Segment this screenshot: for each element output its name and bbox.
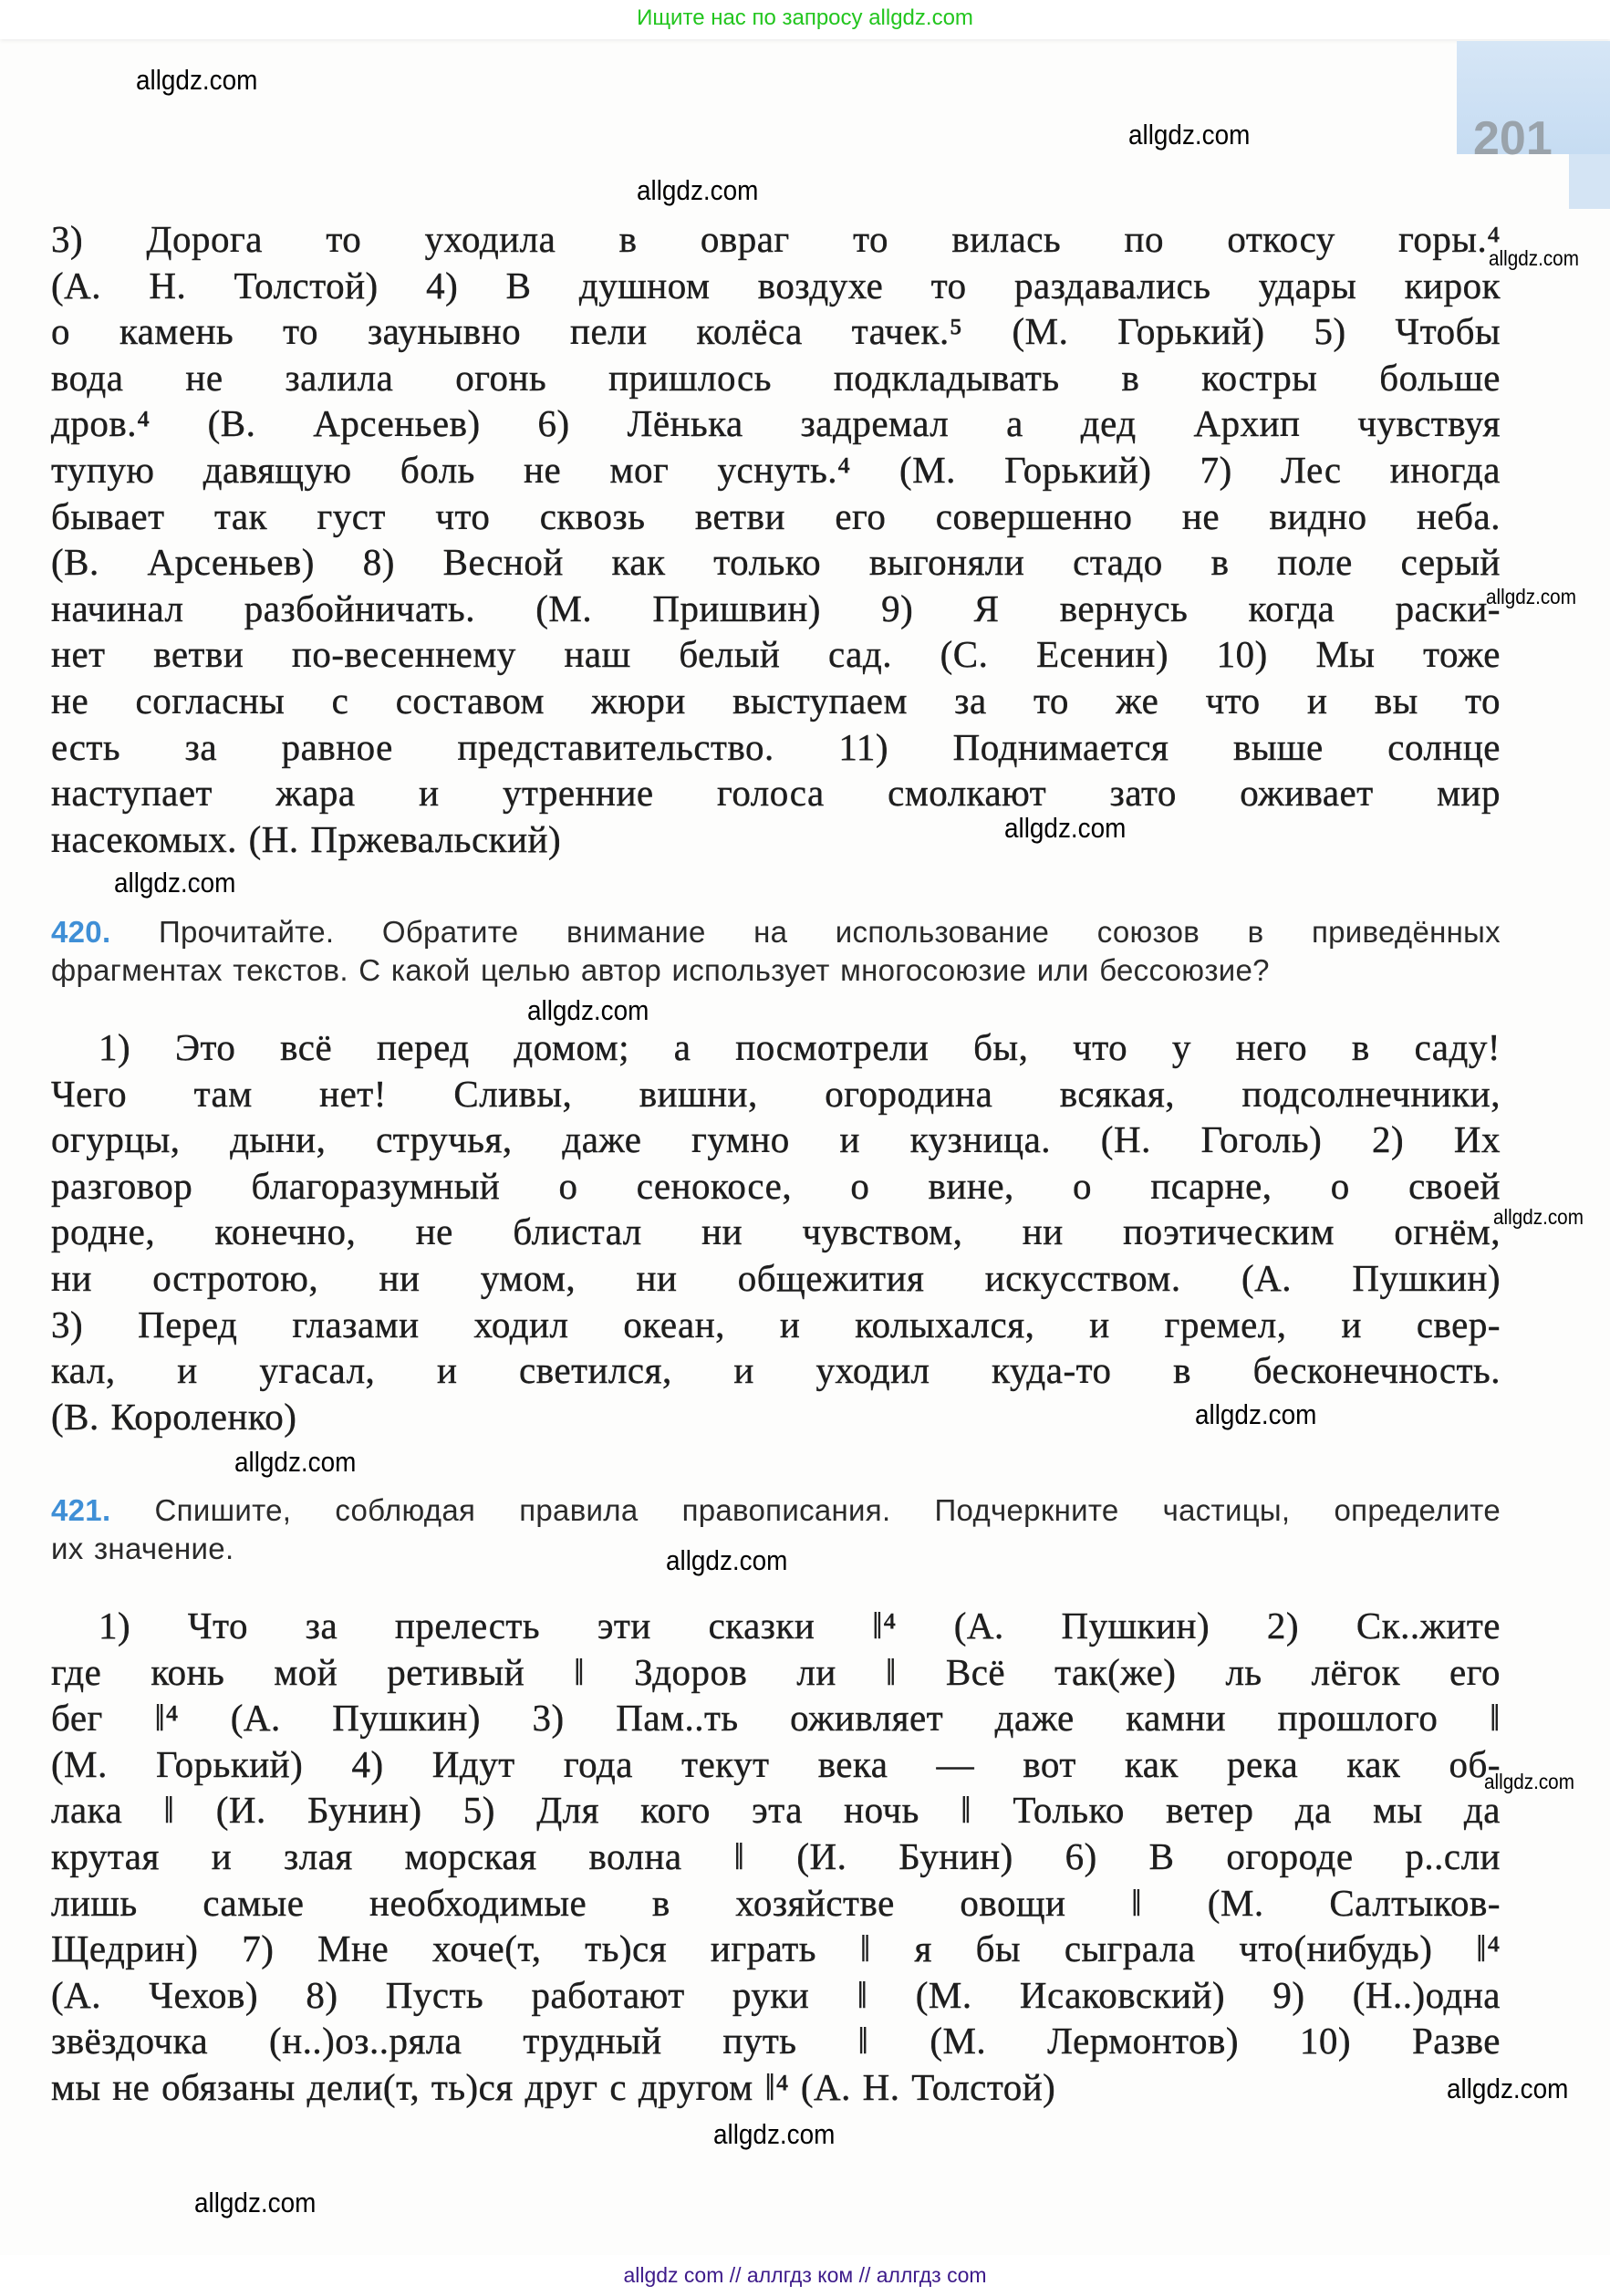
exercise-421-text [51,1603,1501,2111]
watermark: allgdz.com [114,867,236,899]
task-line [51,1491,1501,1530]
text-line: (В. Короленко) [51,1395,297,1438]
task-line [51,913,1501,951]
watermark: allgdz.com [1004,812,1127,844]
text-line: бег ‖⁴ (А. Пушкин) 3) Пам..ть оживляет даже камни прошлого ‖ [51,1697,1501,1740]
top-banner [0,0,1610,39]
exercise-number: 420. [51,915,111,949]
watermark: allgdz.com [1486,585,1576,608]
watermark: allgdz.com [713,2118,836,2150]
text-line: не согласны с составом жюри выступаем за то же что и вы то [51,679,1501,722]
text-line: о камень то заунывно пели колёса тачек.⁵ (М. Горький) 5) Чтобы [51,310,1501,353]
text-line: мы не обязаны дели(т, ть)ся друг с другом ‖⁴ (А. Н. Толстой) [51,2065,1056,2108]
text-line: ни остротою, ни умом, ни общежития искусством. (А. Пушкин) [51,1256,1501,1299]
bottom-banner-text[interactable]: allgdz com // аллгдз ком // аллгдз com [623,2263,987,2287]
watermark: allgdz.com [1128,119,1251,151]
text-line: вода не залила огонь пришлось подкладывать в костры больше [51,356,1501,399]
page-number: 201 [1473,112,1553,165]
text-line: 1) Что за прелесть эти сказки ‖⁴ (А. Пушкин) 2) Ск..жите [99,1605,1501,1647]
watermark: allgdz.com [637,174,759,206]
text-line: крутая и злая морская волна ‖ (И. Бунин) 6) В огороде р..сли [51,1834,1501,1877]
task-text: Спишите, соблюдая правила правописания. Подчеркните частицы, определите [110,1493,1501,1527]
text-line: (М. Горький) 4) Идут года текут века — вот как река как об- [51,1742,1501,1785]
exercise-420-task [51,913,1501,990]
exercise-number: 421. [51,1493,111,1527]
text-line: насекомых. (Н. Пржевальский) [51,817,562,860]
bottom-banner [0,2255,1610,2296]
watermark: allgdz.com [1447,2073,1569,2104]
watermark: allgdz.com [527,994,649,1026]
task-line: их значение. [51,1532,234,1565]
page-corner-tab-strip [1569,154,1610,209]
text-line: нет ветви по-весеннему наш белый сад. (С. Есенин) 10) Мы тоже [51,633,1501,676]
text-line: лака ‖ (И. Бунин) 5) Для кого эта ночь ‖ Только ветер да мы да [51,1789,1501,1832]
watermark: allgdz.com [194,2187,317,2218]
text-line: лишь самые необходимые в хозяйстве овощи ‖ (М. Салтыков- [51,1881,1501,1924]
text-line: тупую давящую боль не мог уснуть.⁴ (М. Горький) 7) Лес иногда [51,448,1501,491]
text-line: дров.⁴ (В. Арсеньев) 6) Лёнька задремал а дед Архип чувствуя [51,402,1501,445]
top-banner-text[interactable]: Ищите нас по запросу allgdz.com [637,5,973,30]
text-line: (А. Чехов) 8) Пусть работают руки ‖ (М. Исаковский) 9) (Н..)одна [51,1973,1501,2016]
text-line: где конь мой ретивый ‖ Здоров ли ‖ Всё так(же) ль лёгок его [51,1650,1501,1693]
text-line: (В. Арсеньев) 8) Весной как только выгоняли стадо в поле серый [51,541,1501,584]
watermark: allgdz.com [666,1544,788,1576]
section-1-text [51,216,1501,862]
text-line: Щедрин) 7) Мне хоче(т, ть)ся играть ‖ я бы сыграла что(нибудь) ‖⁴ [51,1927,1501,1970]
text-line: бывает так густ что сквозь ветви его совершенно не видно неба. [51,494,1501,537]
text-line: Чего там нет! Сливы, вишни, огородина всякая, подсолнечники, [51,1072,1501,1115]
text-line: 3) Дорога то уходила в овраг то вилась по откосу горы.⁴ [51,218,1501,260]
exercise-420-text [51,1024,1501,1439]
text-line: есть за равное представительство. 11) Поднимается выше солнце [51,725,1501,768]
text-line: огурцы, дыни, стручья, даже гумно и кузница. (Н. Гоголь) 2) Их [51,1118,1501,1161]
text-line: разговор благоразумный о сенокосе, о вине, о псарне, о своей [51,1164,1501,1207]
text-line: (А. Н. Толстой) 4) В душном воздухе то раздавались удары кирок [51,264,1501,306]
task-text: Прочитайте. Обратите внимание на использование союзов в приведённых [110,915,1501,949]
text-line: кал, и угасал, и светился, и уходил куда-то в бесконечность. [51,1349,1501,1392]
watermark: allgdz.com [234,1446,357,1478]
text-line: 3) Перед глазами ходил океан, и колыхался, и гремел, и свер- [51,1303,1501,1345]
watermark: allgdz.com [136,64,258,96]
watermark: allgdz.com [1489,246,1579,270]
text-line: наступает жара и утренние голоса смолкают зато оживает мир [51,772,1501,815]
watermark: allgdz.com [1493,1205,1584,1229]
text-line: начинал разбойничать. (М. Пришвин) 9) Я вернусь когда раски- [51,587,1501,629]
watermark: allgdz.com [1195,1398,1317,1430]
task-line: фрагментах текстов. С какой целью автор использует многосоюзие или бессоюзие? [51,953,1270,987]
text-line: звёздочка (н..)оз..ряла трудный путь ‖ (М. Лермонтов) 10) Разве [51,2020,1501,2062]
watermark: allgdz.com [1484,1770,1574,1793]
text-line: родне, конечно, не блистал ни чувством, ни поэтическим огнём, [51,1210,1501,1253]
text-line: 1) Это всё перед домом; а посмотрели бы, что у него в саду! [99,1026,1501,1068]
